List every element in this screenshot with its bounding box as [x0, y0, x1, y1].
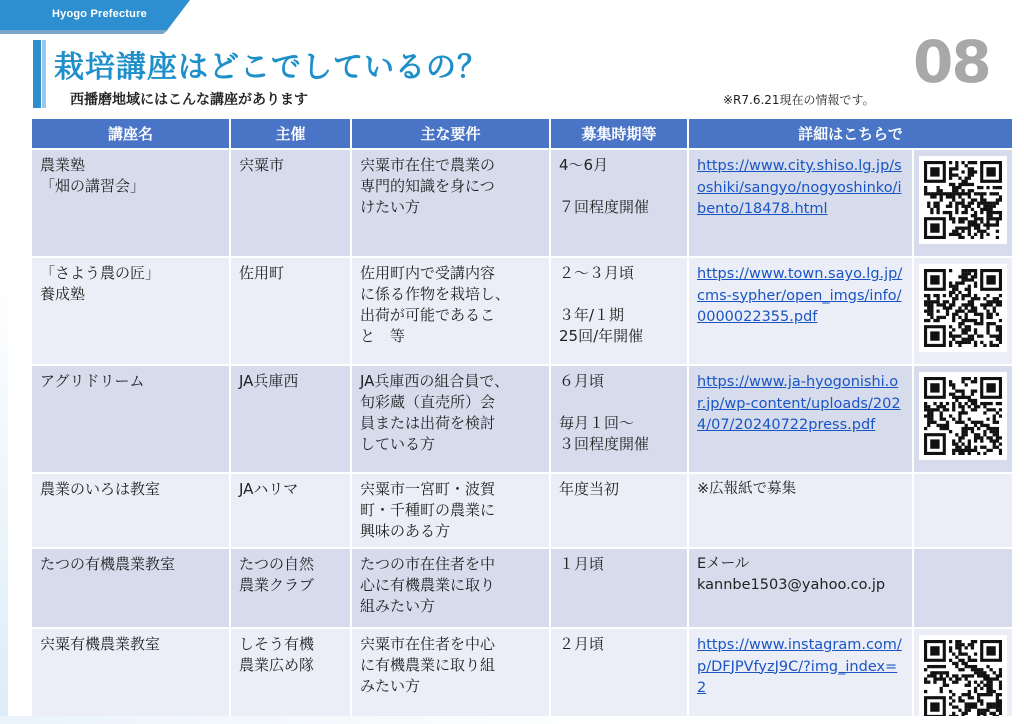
- qr-cell: [914, 629, 1012, 724]
- course-name-cell: [32, 150, 229, 256]
- info-date-note: ※R7.6.21現在の情報です。: [723, 93, 875, 107]
- table-row: [32, 474, 1012, 547]
- period-cell-line: 毎月１回～: [559, 414, 635, 432]
- course-name-cell-line: 農業塾: [40, 156, 86, 174]
- requirements-cell: [352, 150, 549, 256]
- qr-code-icon: [924, 640, 1002, 718]
- course-name-cell-line: 養成塾: [40, 285, 86, 303]
- host-cell-line: しそう有機: [239, 635, 315, 653]
- page-title: 栽培講座はどこでしているの？: [54, 50, 488, 85]
- contact-info: Eメール kannbe1503@yahoo.co.jp: [697, 556, 886, 593]
- requirements-cell-line: たつの市在住者を中: [360, 555, 496, 573]
- qr-cell: [914, 474, 1012, 547]
- host-cell: [231, 474, 350, 547]
- decorative-side-stripe: [0, 270, 8, 724]
- column-header-period: 募集時期等: [551, 119, 687, 148]
- period-cell: [551, 366, 687, 472]
- period-cell-line: 年度当初: [559, 480, 620, 498]
- host-cell-line: 佐用町: [239, 264, 285, 282]
- details-cell: [689, 258, 912, 364]
- table-body: [32, 150, 1012, 724]
- requirements-cell-line: 町・千種町の農業に: [360, 501, 496, 519]
- course-name-cell: [32, 366, 229, 472]
- page-subtitle: 西播磨地域にはこんな講座があります: [70, 92, 308, 108]
- table-row: [32, 629, 1012, 724]
- requirements-cell: [352, 549, 549, 627]
- course-detail-link[interactable]: https://www.instagram.com/p/DFJPVfyzJ9C/?img_index=2: [697, 637, 902, 696]
- decorative-bottom-stripe: [0, 716, 1024, 724]
- qr-code-icon: [924, 161, 1002, 239]
- requirements-cell-line: に有機農業に取り組: [360, 656, 496, 674]
- column-header-details: 詳細はこちらで: [689, 119, 1012, 148]
- requirements-cell-line: 宍粟市在住で農業の: [360, 156, 496, 174]
- qr-code-icon: [924, 377, 1002, 455]
- host-cell-line: 農業クラブ: [239, 576, 315, 594]
- title-accent-bar: [33, 40, 41, 108]
- details-cell: [689, 150, 912, 256]
- host-cell: [231, 150, 350, 256]
- period-cell: [551, 474, 687, 547]
- requirements-cell-line: 心に有機農業に取り: [360, 576, 496, 594]
- period-cell-line: ３回程度開催: [559, 435, 650, 453]
- period-cell: [551, 549, 687, 627]
- banner-shadow: [0, 30, 168, 34]
- course-name-cell-line: アグリドリーム: [40, 372, 145, 390]
- course-name-cell: [32, 474, 229, 547]
- course-detail-link[interactable]: https://www.town.sayo.lg.jp/cms-sypher/open_imgs/info/0000022355.pdf: [697, 266, 903, 325]
- period-cell: [551, 150, 687, 256]
- period-cell-line: ６月頃: [559, 372, 605, 390]
- requirements-cell-line: に係る作物を栽培し、: [360, 285, 511, 303]
- host-cell-line: 宍粟市: [239, 156, 285, 174]
- host-cell: [231, 549, 350, 627]
- course-name-cell-line: 「畑の講習会」: [40, 177, 146, 195]
- prefecture-label: Hyogo Prefecture: [52, 8, 147, 20]
- qr-code[interactable]: [919, 635, 1007, 723]
- course-table-container: [32, 117, 1008, 724]
- period-cell: [551, 258, 687, 364]
- requirements-cell-line: 宍粟市在住者を中心: [360, 635, 496, 653]
- requirements-cell: [352, 474, 549, 547]
- period-cell: [551, 629, 687, 724]
- requirements-cell-line: 員または出荷を検討: [360, 414, 496, 432]
- qr-cell: [914, 150, 1012, 256]
- qr-code[interactable]: [919, 264, 1007, 352]
- line-gap: [559, 392, 679, 413]
- period-cell-line: １月頃: [559, 555, 605, 573]
- period-cell-line: 4〜6月: [559, 156, 609, 174]
- page-number: 08: [913, 28, 990, 96]
- qr-code[interactable]: [919, 372, 1007, 460]
- requirements-cell-line: 旬彩蔵（直売所）会: [360, 393, 496, 411]
- course-detail-link[interactable]: https://www.city.shiso.lg.jp/soshiki/sangyo/nogyoshinko/ibento/18478.html: [697, 158, 902, 217]
- host-cell-line: たつの自然: [239, 555, 315, 573]
- period-cell-line: ２～３月頃: [559, 264, 635, 282]
- line-gap: [559, 176, 679, 197]
- requirements-cell: [352, 258, 549, 364]
- requirements-cell-line: 組みたい方: [360, 597, 436, 615]
- course-name-cell-line: 農業のいろは教室: [40, 480, 161, 498]
- course-name-cell-line: たつの有機農業教室: [40, 555, 176, 573]
- requirements-cell-line: と 等: [360, 327, 406, 345]
- course-name-cell: [32, 258, 229, 364]
- details-cell: [689, 474, 912, 547]
- requirements-cell-line: 出荷が可能であるこ: [360, 306, 496, 324]
- requirements-cell-line: 宍粟市一宮町・波賀: [360, 480, 496, 498]
- requirements-cell-line: 興味のある方: [360, 522, 451, 540]
- qr-code-icon: [924, 269, 1002, 347]
- requirements-cell-line: 専門的知識を身につ: [360, 177, 495, 195]
- host-cell-line: 農業広め隊: [239, 656, 315, 674]
- table-header-row: [32, 119, 1012, 148]
- requirements-cell-line: みたい方: [360, 677, 421, 695]
- table-row: [32, 366, 1012, 472]
- host-cell: [231, 629, 350, 724]
- course-name-cell: [32, 549, 229, 627]
- column-header-requirements: 主な要件: [352, 119, 549, 148]
- contact-info: ※広報紙で募集: [697, 481, 797, 497]
- table-row: [32, 258, 1012, 364]
- line-gap: [559, 284, 679, 305]
- course-name-cell: [32, 629, 229, 724]
- period-cell-line: ３年/１期: [559, 306, 625, 324]
- column-header-course-name: 講座名: [32, 119, 229, 148]
- table-row: [32, 549, 1012, 627]
- period-cell-line: ２月頃: [559, 635, 605, 653]
- course-name-cell-line: 「さよう農の匠」: [40, 264, 161, 282]
- table-row: [32, 150, 1012, 256]
- requirements-cell-line: している方: [360, 435, 436, 453]
- qr-code[interactable]: [919, 156, 1007, 244]
- host-cell: [231, 366, 350, 472]
- column-header-host: 主催: [231, 119, 350, 148]
- requirements-cell: [352, 366, 549, 472]
- requirements-cell-line: 佐用町内で受講内容: [360, 264, 496, 282]
- host-cell-line: JA兵庫西: [239, 372, 299, 390]
- period-cell-line: ７回程度開催: [559, 198, 650, 216]
- course-name-cell-line: 宍粟有機農業教室: [40, 635, 161, 653]
- requirements-cell-line: JA兵庫西の組合員で、: [360, 372, 510, 390]
- details-cell: [689, 549, 912, 627]
- period-cell-line: 25回/年開催: [559, 327, 644, 345]
- details-cell: [689, 366, 912, 472]
- qr-cell: [914, 366, 1012, 472]
- host-cell-line: JAハリマ: [239, 480, 299, 498]
- requirements-cell: [352, 629, 549, 724]
- course-table: [30, 117, 1014, 724]
- details-cell: [689, 629, 912, 724]
- qr-cell: [914, 549, 1012, 627]
- host-cell: [231, 258, 350, 364]
- requirements-cell-line: けたい方: [360, 198, 421, 216]
- title-accent-bar-light: [42, 40, 46, 108]
- qr-cell: [914, 258, 1012, 364]
- course-detail-link[interactable]: https://www.ja-hyogonishi.or.jp/wp-content/uploads/2024/07/20240722press.pdf: [697, 374, 901, 433]
